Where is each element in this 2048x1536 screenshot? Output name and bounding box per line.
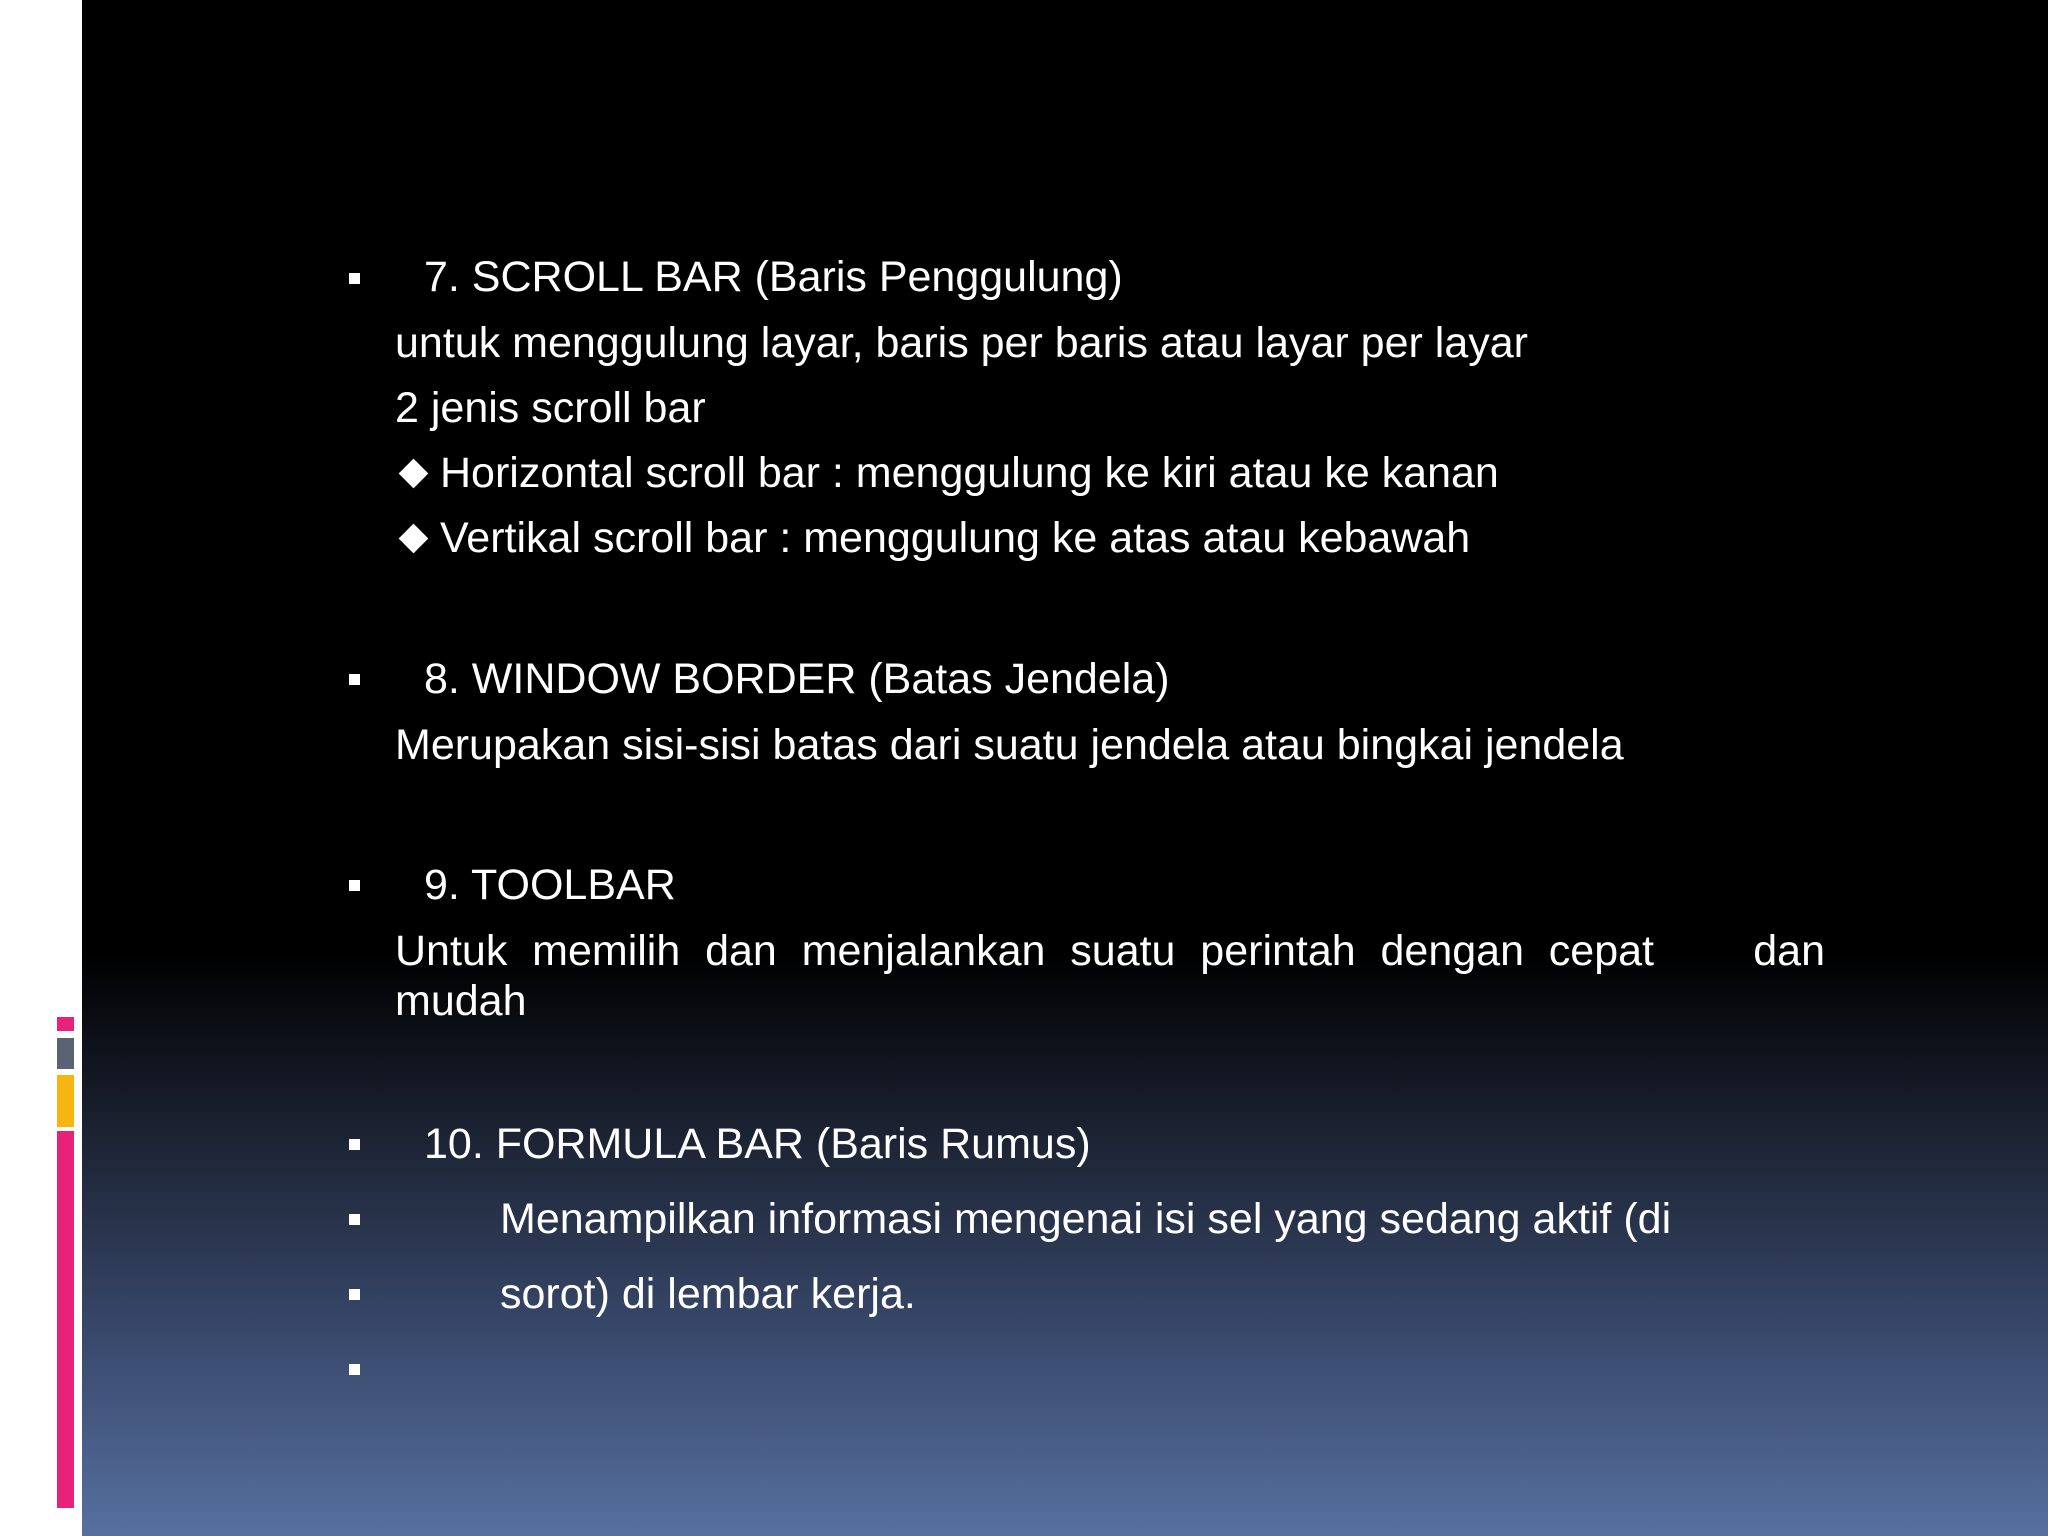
scroll-bar-item-vertical: Vertikal scroll bar : menggulung ke atas atau kebawah <box>395 513 1470 563</box>
section-heading-scroll-bar: 7. SCROLL BAR (Baris Penggulung) <box>424 253 1123 301</box>
section-heading-window-border: 8. WINDOW BORDER (Batas Jendela) <box>424 655 1170 703</box>
diamond-bullet-icon <box>399 459 429 489</box>
bullet-marker <box>349 674 360 685</box>
bullet-marker <box>349 1364 360 1375</box>
formula-bar-description-1: Menampilkan informasi mengenai isi sel yang sedang aktif (di <box>500 1195 1672 1243</box>
toolbar-description: Untuk memilih dan menjalankan suatu perintah dengan cepat dan mudah <box>395 927 1825 1025</box>
scroll-bar-description: untuk menggulung layar, baris per baris atau layar per layar <box>395 319 1528 367</box>
bullet-marker <box>349 1289 360 1300</box>
diamond-bullet-icon <box>399 524 429 554</box>
bullet-marker <box>349 1139 360 1150</box>
section-heading-formula-bar: 10. FORMULA BAR (Baris Rumus) <box>424 1120 1091 1168</box>
section-heading-toolbar: 9. TOOLBAR <box>424 861 676 909</box>
bullet-marker <box>349 1214 360 1225</box>
window-border-description: Merupakan sisi-sisi batas dari suatu jendela atau bingkai jendela <box>395 721 1624 769</box>
bullet-marker <box>349 880 360 891</box>
scroll-bar-types: 2 jenis scroll bar <box>395 384 706 432</box>
bullet-marker <box>349 273 360 284</box>
formula-bar-description-2: sorot) di lembar kerja. <box>500 1270 916 1318</box>
scroll-bar-item-horizontal: Horizontal scroll bar : menggulung ke kiri atau ke kanan <box>395 448 1499 498</box>
